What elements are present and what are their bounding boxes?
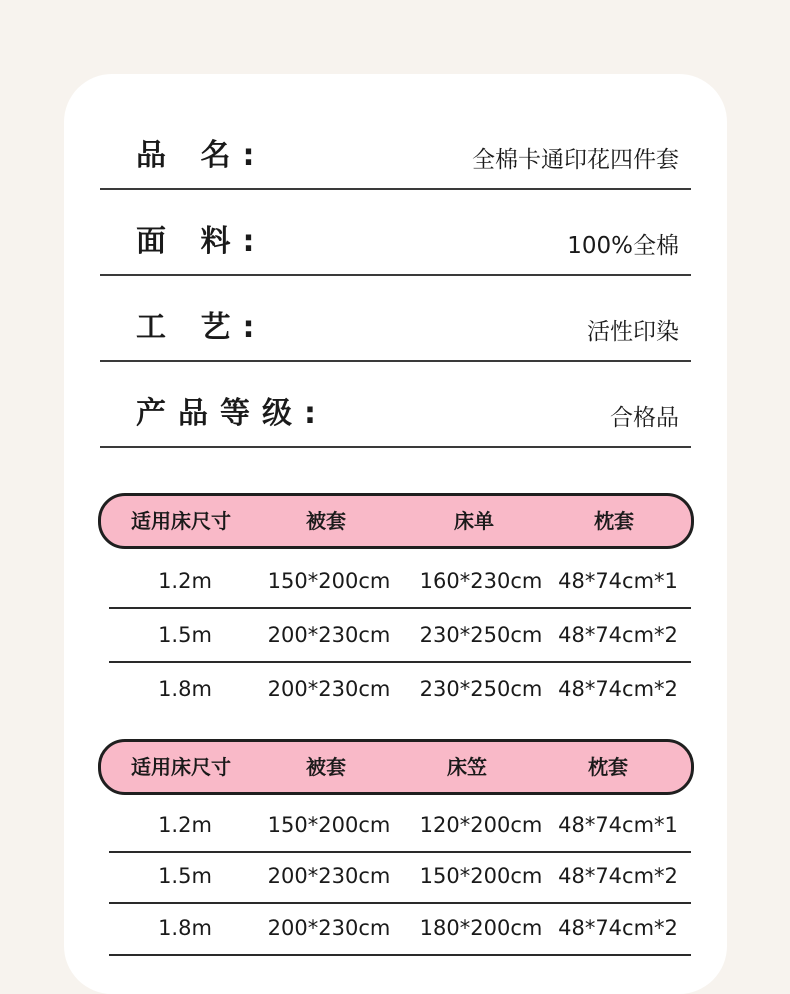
spec-value: 100%全棉	[567, 233, 679, 259]
header-bed-size: 适用床尺寸	[131, 755, 231, 779]
spec-value: 全棉卡通印花四件套	[472, 147, 679, 173]
spec-label: 产品等级:	[136, 396, 328, 431]
table-cell: 150*200cm	[267, 813, 391, 837]
table-cell: 230*250cm	[419, 623, 543, 647]
header-bed-sheet: 床单	[454, 509, 494, 533]
table-cell: 48*74cm*1	[558, 813, 678, 837]
table-row	[109, 663, 691, 715]
header-bed-size: 适用床尺寸	[131, 509, 231, 533]
table-cell: 48*74cm*1	[558, 569, 678, 593]
header-fitted-sheet: 床笠	[447, 755, 487, 779]
size-table-2-header	[98, 739, 694, 795]
table-cell: 120*200cm	[419, 813, 543, 837]
spec-row-process	[100, 290, 691, 362]
table-cell: 180*200cm	[419, 916, 543, 940]
table-cell: 48*74cm*2	[558, 623, 678, 647]
table-cell: 160*230cm	[419, 569, 543, 593]
table-cell: 1.5m	[158, 864, 212, 888]
table-cell: 1.2m	[158, 569, 212, 593]
table-cell: 48*74cm*2	[558, 677, 678, 701]
table-cell: 1.5m	[158, 623, 212, 647]
table-cell: 1.8m	[158, 916, 212, 940]
size-table-1-header	[98, 493, 694, 549]
table-row	[109, 609, 691, 663]
spec-value: 合格品	[610, 405, 679, 431]
table-row	[109, 850, 691, 904]
spec-label: 工 艺:	[136, 310, 267, 345]
table-row	[109, 555, 691, 609]
spec-label: 品 名:	[136, 138, 267, 173]
header-pillowcase: 枕套	[588, 755, 628, 779]
spec-row-name	[100, 118, 691, 190]
table-cell: 200*230cm	[267, 916, 391, 940]
spec-row-grade	[100, 376, 691, 448]
table-row	[109, 902, 691, 956]
table-cell: 150*200cm	[267, 569, 391, 593]
table-cell: 200*230cm	[267, 623, 391, 647]
table-cell: 200*230cm	[267, 677, 391, 701]
table-cell: 1.8m	[158, 677, 212, 701]
table-cell: 230*250cm	[419, 677, 543, 701]
table-cell: 48*74cm*2	[558, 916, 678, 940]
header-duvet-cover: 被套	[306, 509, 346, 533]
table-cell: 150*200cm	[419, 864, 543, 888]
table-row	[109, 799, 691, 853]
header-pillowcase: 枕套	[594, 509, 634, 533]
spec-value: 活性印染	[587, 319, 679, 345]
spec-label: 面 料:	[136, 224, 267, 259]
header-duvet-cover: 被套	[306, 755, 346, 779]
table-cell: 1.2m	[158, 813, 212, 837]
spec-row-fabric	[100, 204, 691, 276]
table-cell: 200*230cm	[267, 864, 391, 888]
table-cell: 48*74cm*2	[558, 864, 678, 888]
